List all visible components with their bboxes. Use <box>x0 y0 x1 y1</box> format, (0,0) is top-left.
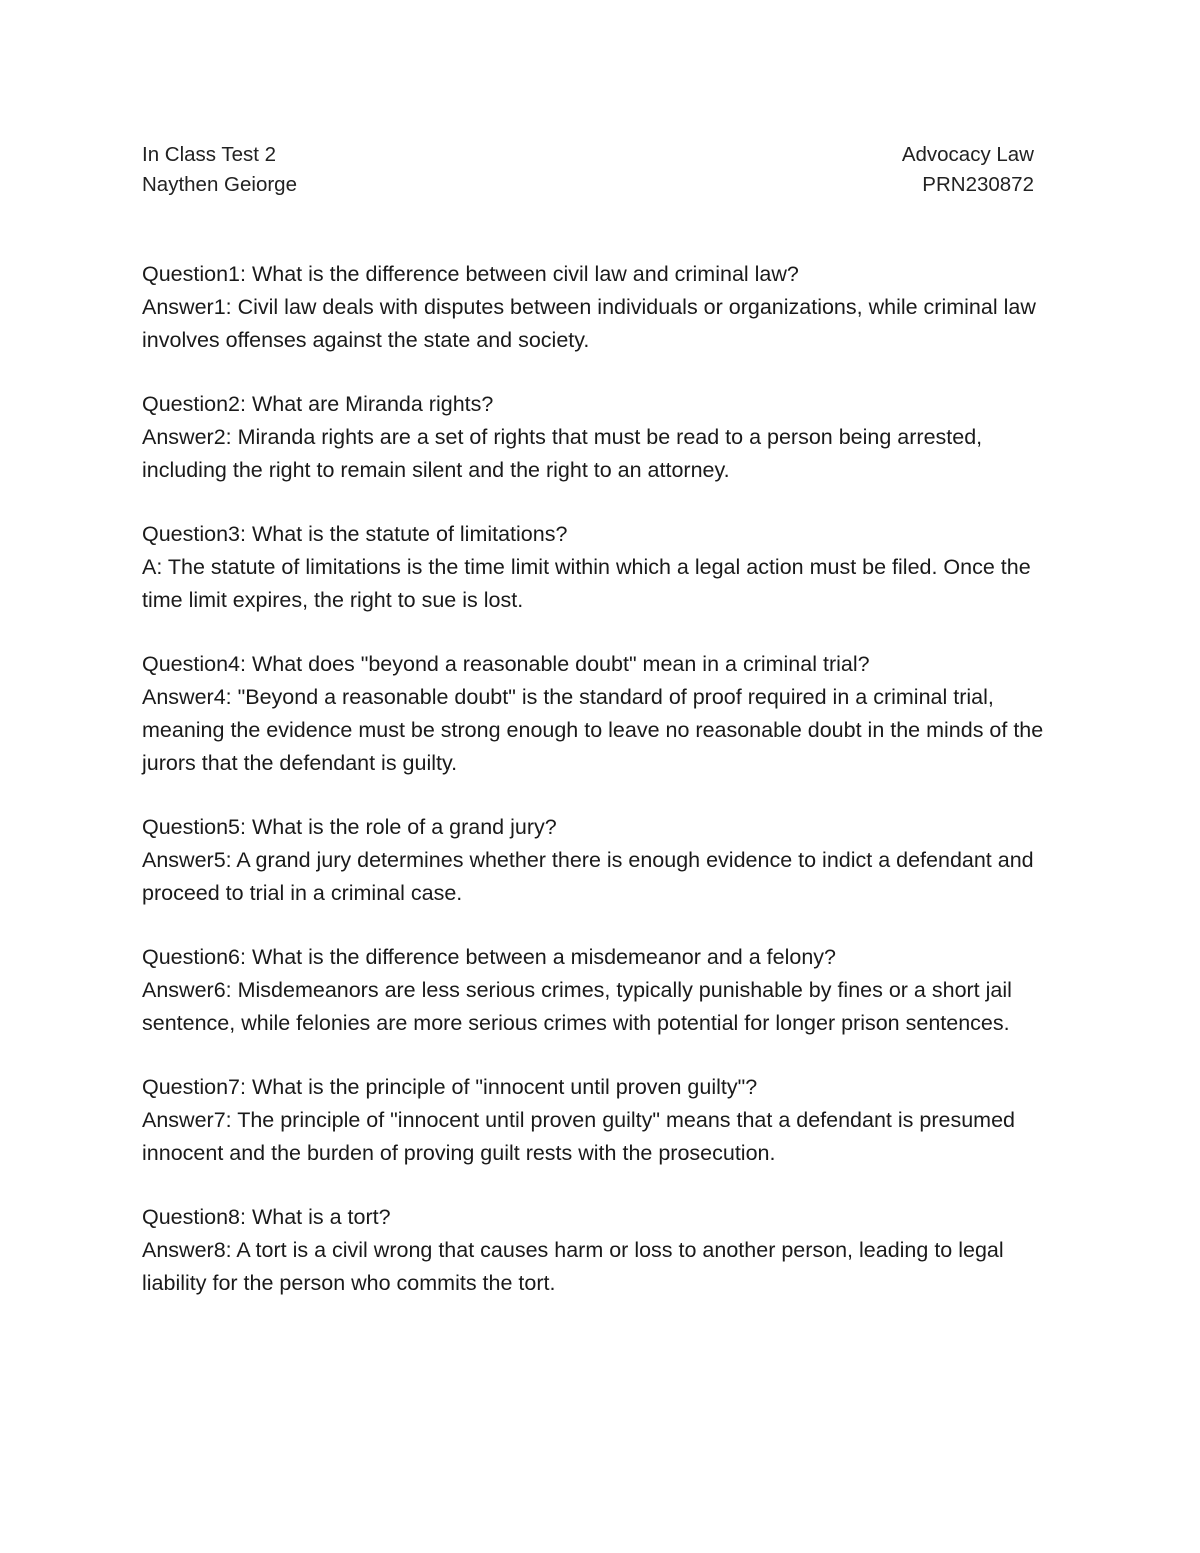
question-text: Question7: What is the principle of "innocent until proven guilty"? <box>142 1075 758 1099</box>
question-text: Question4: What does "beyond a reasonable doubt" mean in a criminal trial? <box>142 652 870 676</box>
answer-text: Answer7: The principle of "innocent until proven guilty" means that a defendant is presumed innocent and the burden of proving guilt rests with the prosecution. <box>142 1108 1015 1165</box>
answer-text: Answer5: A grand jury determines whether there is enough evidence to indict a defendant and proceed to trial in a criminal case. <box>142 848 1034 905</box>
question-text: Question3: What is the statute of limitations? <box>142 522 568 546</box>
answer-text: Answer8: A tort is a civil wrong that causes harm or loss to another person, leading to legal liability for the person who commits the tort. <box>142 1238 1004 1295</box>
answer-text: Answer2: Miranda rights are a set of rights that must be read to a person being arrested, including the right to remain silent and the right to an attorney. <box>142 425 983 482</box>
answer-text: Answer6: Misdemeanors are less serious crimes, typically punishable by fines or a short jail sentence, while felonies are more serious crimes with potential for longer prison sentences. <box>142 978 1012 1035</box>
qa-item-3 <box>142 518 1072 617</box>
student-name: Naythen Geiorge <box>142 173 297 196</box>
qa-item-6 <box>142 941 1072 1040</box>
qa-item-2 <box>142 388 1072 487</box>
qa-item-4 <box>142 648 1072 780</box>
question-text: Question1: What is the difference between civil law and criminal law? <box>142 262 799 286</box>
qa-list <box>142 258 1072 1331</box>
question-text: Question5: What is the role of a grand jury? <box>142 815 557 839</box>
header-row-2 <box>142 170 1034 200</box>
header-row-1 <box>142 140 1034 170</box>
question-text: Question6: What is the difference between a misdemeanor and a felony? <box>142 945 836 969</box>
document-header <box>142 140 1034 200</box>
answer-text: A: The statute of limitations is the time limit within which a legal action must be filed. Once the time limit expires, the right to sue is lost. <box>142 555 1031 612</box>
qa-item-8 <box>142 1201 1072 1300</box>
answer-text: Answer1: Civil law deals with disputes between individuals or organizations, while criminal law involves offenses against the state and society. <box>142 295 1036 352</box>
qa-item-5 <box>142 811 1072 910</box>
qa-item-7 <box>142 1071 1072 1170</box>
student-id: PRN230872 <box>922 173 1034 196</box>
test-title: In Class Test 2 <box>142 143 277 166</box>
qa-item-1 <box>142 258 1072 357</box>
question-text: Question8: What is a tort? <box>142 1205 391 1229</box>
answer-text: Answer4: "Beyond a reasonable doubt" is the standard of proof required in a criminal trial, meaning the evidence must be strong enough to leave no reasonable doubt in the minds of the jurors that the defendant is guilty. <box>142 685 1044 775</box>
course-name: Advocacy Law <box>901 143 1034 166</box>
question-text: Question2: What are Miranda rights? <box>142 392 494 416</box>
